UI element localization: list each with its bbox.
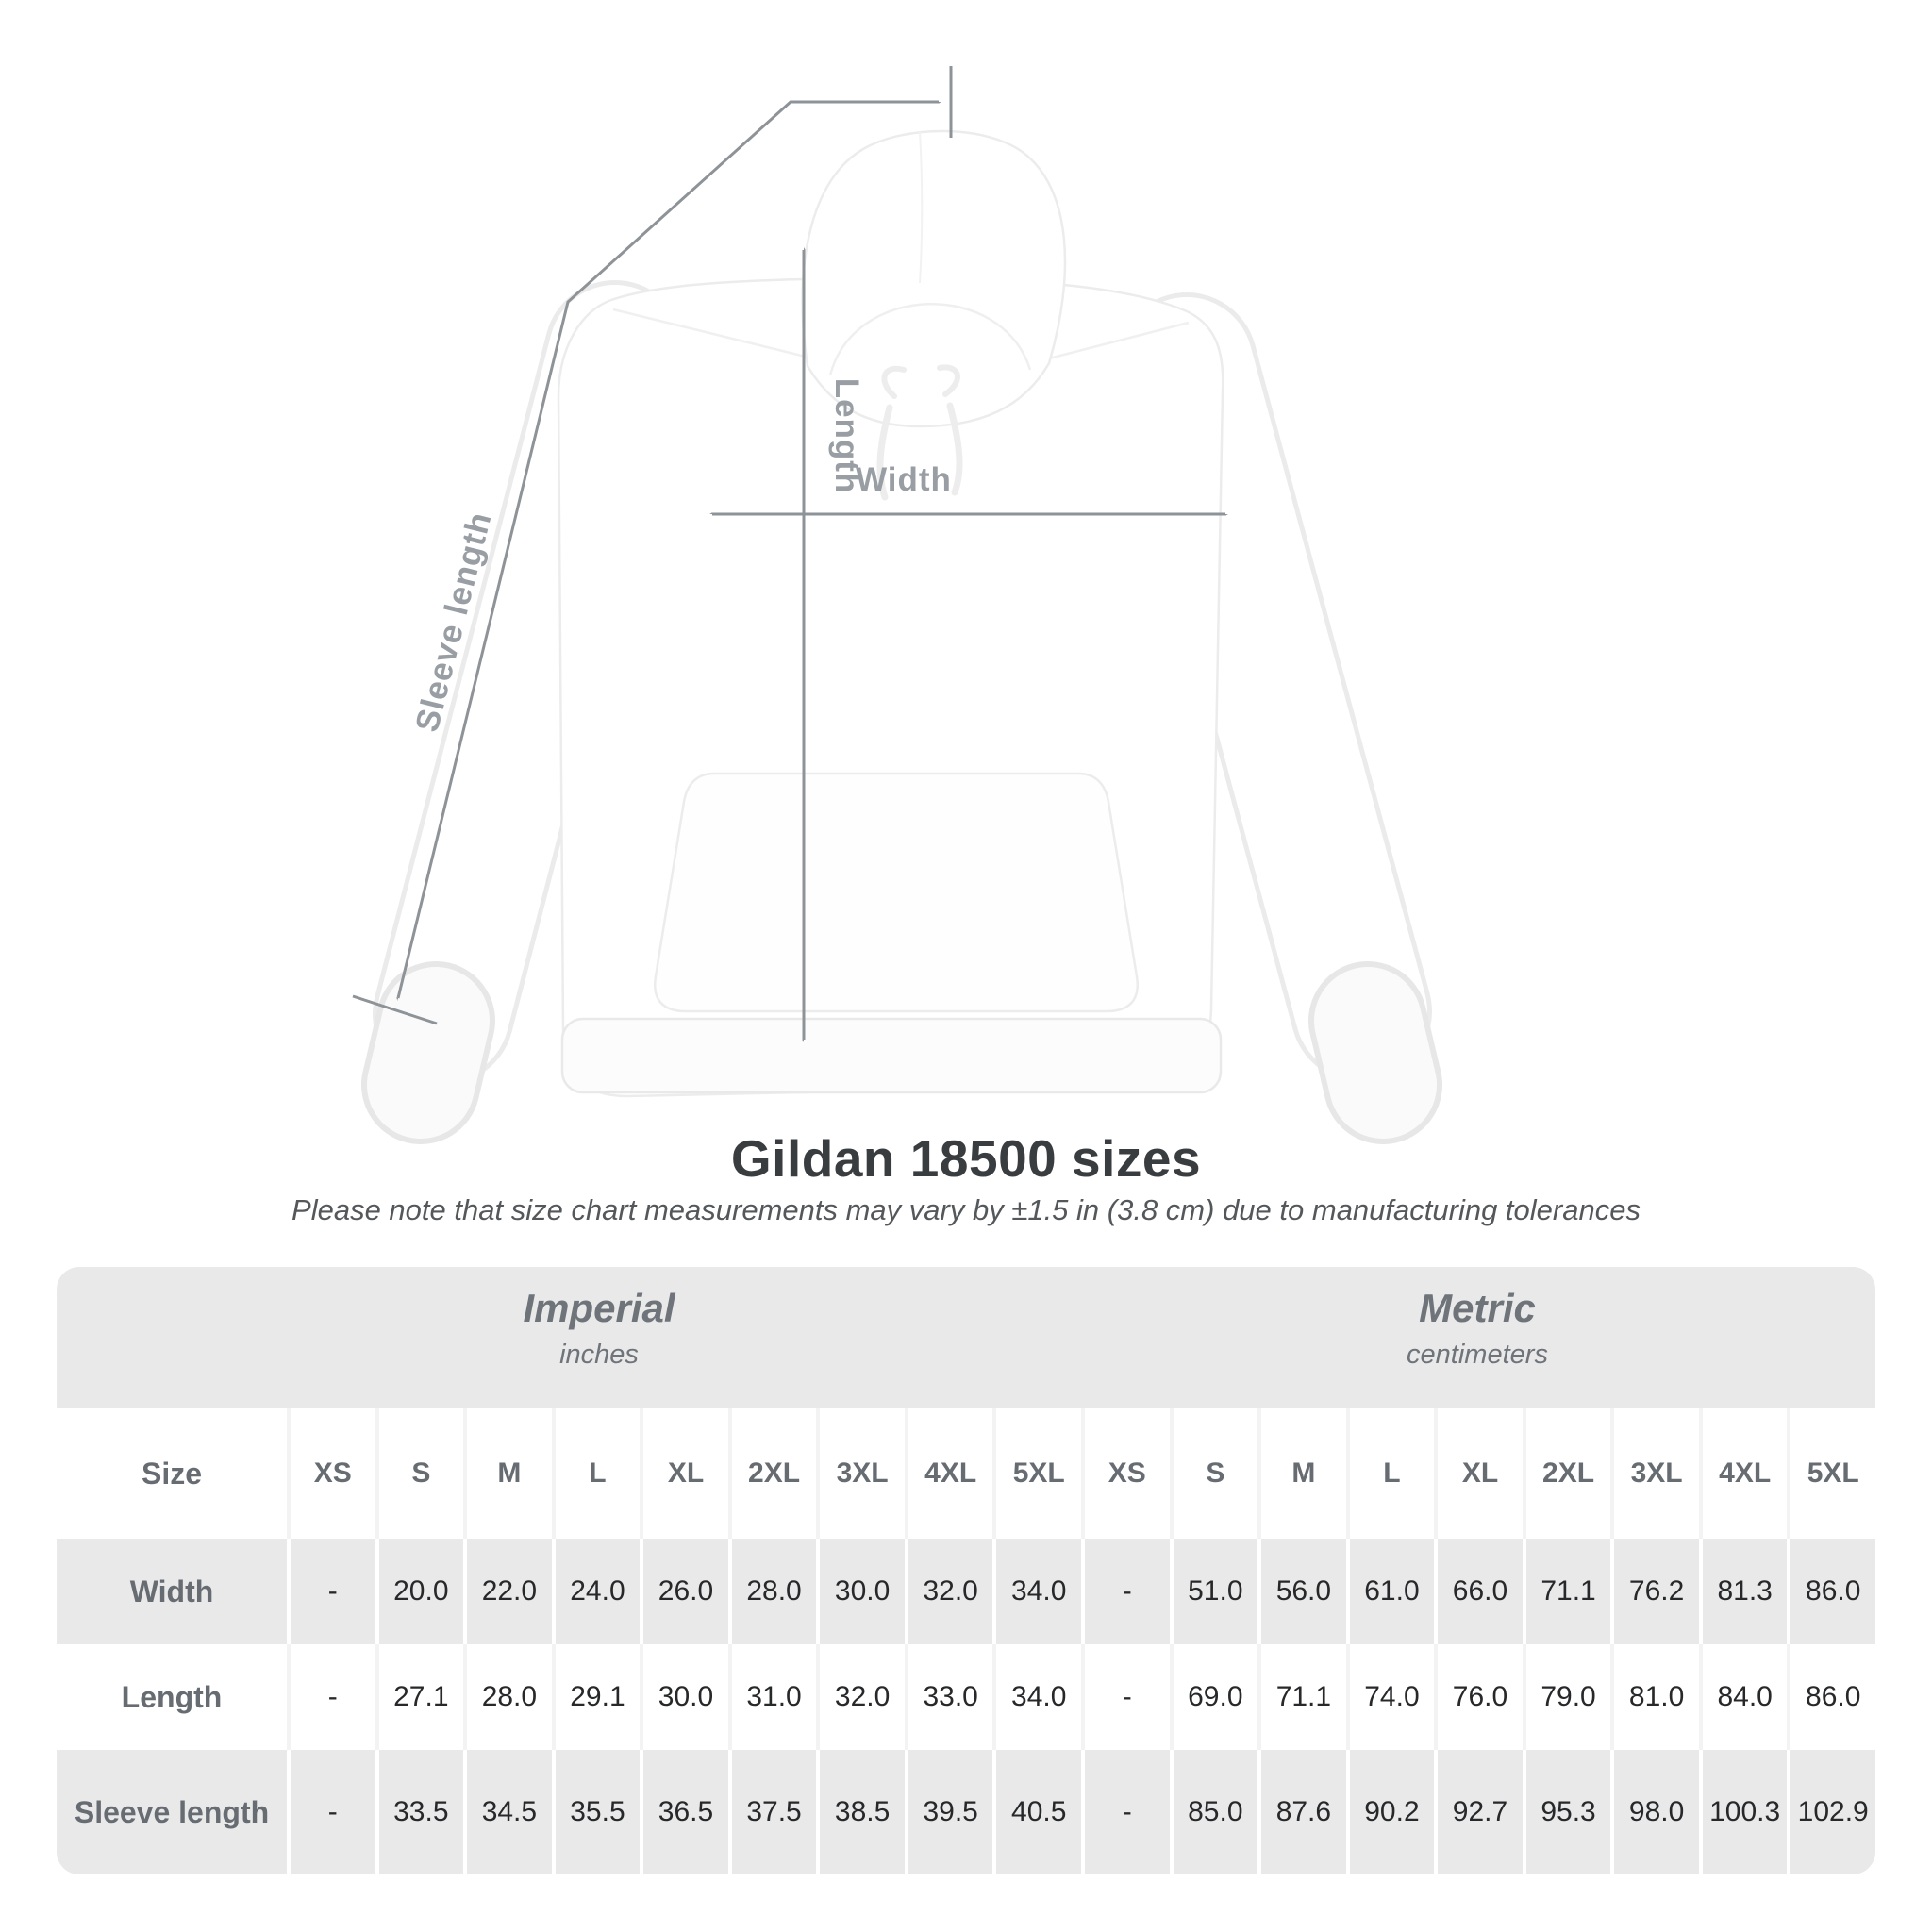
length-imperial-4xl: 33.0	[908, 1644, 993, 1750]
unit-header-band	[57, 1267, 1875, 1408]
sleeve-imperial-xs: -	[291, 1750, 375, 1874]
width-metric-2xl: 71.1	[1526, 1539, 1611, 1644]
size-table	[57, 1267, 1875, 1874]
sleeve-imperial-s: 33.5	[379, 1750, 464, 1874]
sleeve-imperial-3xl: 38.5	[820, 1750, 905, 1874]
sleeve-metric-m: 87.6	[1261, 1750, 1346, 1874]
sleeve-metric-xl: 92.7	[1438, 1750, 1523, 1874]
sleeve-metric-s: 85.0	[1174, 1750, 1258, 1874]
row-label-sleeve-length: Sleeve length	[57, 1750, 287, 1874]
size-col-imperial-4xl: 4XL	[908, 1408, 993, 1539]
metric-label: Metric	[1419, 1286, 1536, 1330]
size-col-metric-xs: XS	[1085, 1408, 1170, 1539]
size-header-cell: Size	[57, 1408, 287, 1539]
length-metric-m: 71.1	[1261, 1644, 1346, 1750]
sleeve-imperial-4xl: 39.5	[908, 1750, 993, 1874]
sleeve-metric-2xl: 95.3	[1526, 1750, 1611, 1874]
sleeve-imperial-m: 34.5	[467, 1750, 552, 1874]
width-metric-l: 61.0	[1350, 1539, 1435, 1644]
size-col-metric-3xl: 3XL	[1614, 1408, 1699, 1539]
width-imperial-xl: 26.0	[643, 1539, 728, 1644]
length-metric-5xl: 86.0	[1790, 1644, 1875, 1750]
table-row-width	[57, 1539, 1875, 1644]
width-imperial-5xl: 34.0	[996, 1539, 1081, 1644]
table-row-sleeve-length	[57, 1750, 1875, 1874]
length-metric-xs: -	[1085, 1644, 1170, 1750]
size-col-imperial-m: M	[467, 1408, 552, 1539]
length-imperial-5xl: 34.0	[996, 1644, 1081, 1750]
width-metric-xl: 66.0	[1438, 1539, 1523, 1644]
size-col-metric-5xl: 5XL	[1790, 1408, 1875, 1539]
imperial-label: Imperial	[523, 1286, 675, 1330]
row-label-width: Width	[57, 1539, 287, 1644]
length-metric-l: 74.0	[1350, 1644, 1435, 1750]
page-title: Gildan 18500 sizes	[730, 1129, 1202, 1188]
width-imperial-l: 24.0	[556, 1539, 641, 1644]
length-imperial-m: 28.0	[467, 1644, 552, 1750]
width-imperial-4xl: 32.0	[908, 1539, 993, 1644]
size-col-metric-l: L	[1350, 1408, 1435, 1539]
width-metric-s: 51.0	[1174, 1539, 1258, 1644]
width-imperial-m: 22.0	[467, 1539, 552, 1644]
size-col-imperial-3xl: 3XL	[820, 1408, 905, 1539]
length-imperial-xs: -	[291, 1644, 375, 1750]
sleeve-metric-xs: -	[1085, 1750, 1170, 1874]
width-metric-4xl: 81.3	[1703, 1539, 1788, 1644]
width-metric-5xl: 86.0	[1790, 1539, 1875, 1644]
size-col-imperial-xs: XS	[291, 1408, 375, 1539]
length-imperial-s: 27.1	[379, 1644, 464, 1750]
width-imperial-s: 20.0	[379, 1539, 464, 1644]
length-label: Length	[828, 377, 865, 494]
hoodie-shape	[421, 131, 1383, 1096]
length-imperial-2xl: 31.0	[732, 1644, 817, 1750]
width-imperial-2xl: 28.0	[732, 1539, 817, 1644]
width-imperial-3xl: 30.0	[820, 1539, 905, 1644]
sleeve-imperial-l: 35.5	[556, 1750, 641, 1874]
size-col-metric-2xl: 2XL	[1526, 1408, 1611, 1539]
length-metric-4xl: 84.0	[1703, 1644, 1788, 1750]
size-col-metric-4xl: 4XL	[1703, 1408, 1788, 1539]
sleeve-imperial-2xl: 37.5	[732, 1750, 817, 1874]
size-col-imperial-5xl: 5XL	[996, 1408, 1081, 1539]
imperial-unit: inches	[559, 1340, 639, 1370]
sleeve-metric-l: 90.2	[1350, 1750, 1435, 1874]
size-header-row	[57, 1408, 1875, 1539]
size-col-metric-m: M	[1261, 1408, 1346, 1539]
page-subtitle: Please note that size chart measurements may vary by ±1.5 in (3.8 cm) due to manufacturing tolerances	[291, 1193, 1641, 1226]
length-imperial-3xl: 32.0	[820, 1644, 905, 1750]
sleeve-imperial-5xl: 40.5	[996, 1750, 1081, 1874]
imperial-group-header	[523, 1286, 675, 1371]
length-metric-xl: 76.0	[1438, 1644, 1523, 1750]
width-imperial-xs: -	[291, 1539, 375, 1644]
sleeve-length-label: Sleeve length	[408, 508, 499, 736]
length-imperial-l: 29.1	[556, 1644, 641, 1750]
length-metric-3xl: 81.0	[1614, 1644, 1699, 1750]
length-imperial-xl: 30.0	[643, 1644, 728, 1750]
sleeve-metric-5xl: 102.9	[1790, 1750, 1875, 1874]
metric-unit: centimeters	[1407, 1340, 1548, 1370]
row-label-length: Length	[57, 1644, 287, 1750]
size-col-metric-xl: XL	[1438, 1408, 1523, 1539]
table-row-length	[57, 1644, 1875, 1750]
width-metric-xs: -	[1085, 1539, 1170, 1644]
size-col-imperial-s: S	[379, 1408, 464, 1539]
sleeve-metric-3xl: 98.0	[1614, 1750, 1699, 1874]
length-metric-2xl: 79.0	[1526, 1644, 1611, 1750]
size-col-imperial-l: L	[556, 1408, 641, 1539]
metric-group-header	[1407, 1286, 1548, 1371]
length-metric-s: 69.0	[1174, 1644, 1258, 1750]
size-col-metric-s: S	[1174, 1408, 1258, 1539]
width-metric-m: 56.0	[1261, 1539, 1346, 1644]
sleeve-metric-4xl: 100.3	[1703, 1750, 1788, 1874]
sleeve-imperial-xl: 36.5	[643, 1750, 728, 1874]
width-metric-3xl: 76.2	[1614, 1539, 1699, 1644]
size-col-imperial-xl: XL	[643, 1408, 728, 1539]
width-label: Width	[856, 461, 952, 498]
size-col-imperial-2xl: 2XL	[732, 1408, 817, 1539]
